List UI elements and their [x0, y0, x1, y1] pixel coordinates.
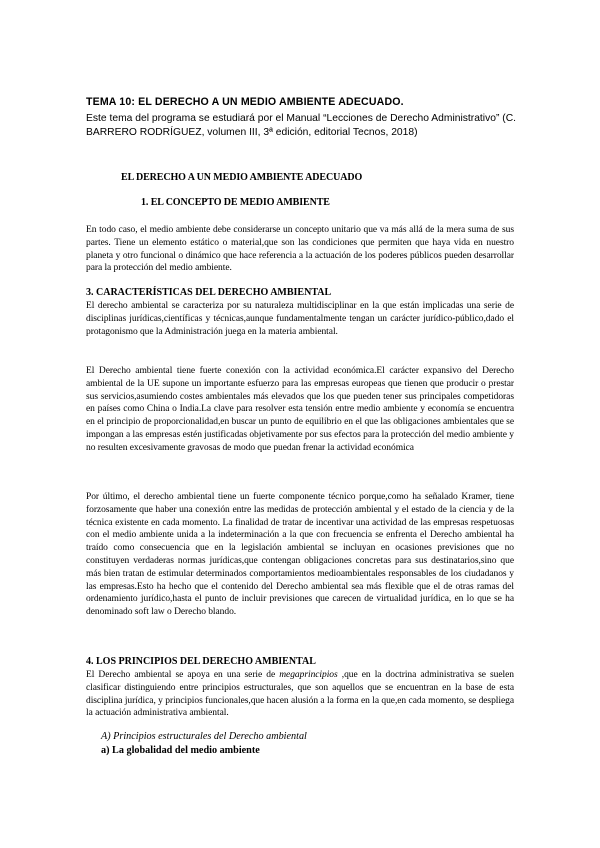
section-1-heading: 1. EL CONCEPTO DE MEDIO AMBIENTE: [141, 197, 330, 208]
paragraph-principios: [86, 669, 514, 720]
document-title: TEMA 10: EL DERECHO A UN MEDIO AMBIENTE ADECUADO.: [86, 96, 404, 108]
subheading-globalidad: a) La globalidad del medio ambiente: [101, 745, 260, 756]
intro-paragraph: Este tema del programa se estudiará por el Manual “Lecciones de Derecho Administrativo” (C. BARRERO RODRÍGUEZ, volumen III, 3ª edición, editorial Tecnos, 2018): [86, 113, 516, 138]
paragraph-caracteristicas-2: El Derecho ambiental tiene fuerte conexión con la actividad económica.El carácter expansivo del Derecho ambiental de la UE supone un importante esfuerzo para las empresas europeas que tienen que producir o prestar sus servicios,asumiendo costes ambientales más elevados que los que pueden tener sus principales competidoras en países como China o India.La clave para resolver esta tensión entre medio ambiente y economía se encuentra en el principio de proporcionalidad,en buscar un punto de equilibrio en el que las obligaciones ambientales que se impongan a las empresas estén justificadas objetivamente por sus efectos para la protección del medio ambiente y no resulten excesivamente gravosas de modo que puedan frenar la actividad económica: [86, 366, 514, 453]
paragraph-caracteristicas-1: El derecho ambiental se caracteriza por su naturaleza multidisciplinar en la que están implicadas una serie de disciplinas jurídicas,científicas y técnicas,aunque fundamentalmente tengan un carácter jurídico-público,dado el protagonismo que la Administración juega en la materia ambiental.: [86, 301, 514, 337]
section-4-heading: 4. LOS PRINCIPIOS DEL DERECHO AMBIENTAL: [86, 656, 316, 667]
principios-text-end: ,que en la doctrina administrativa se suelen clasificar distinguiendo entre principios estructurales, que son aquellos que se encuentran en la base de esta disciplina jurídica, y principios funcionales,que hacen alusión a la forma en la que,en cada momento, se despliega la actuación administrativa ambiental.: [86, 670, 514, 719]
paragraph-caracteristicas-3: Por último, el derecho ambiental tiene un fuerte componente técnico porque,como ha señalado Kramer, tiene forzosamente que haber una conexión entre las medidas de protección ambiental y el estado de la ciencia y de la técnica existente en cada momento. La finalidad de tratar de incentivar una actividad de las empresas respetuosas con el medio ambiente unida a la indeterminación a la que con frecuencia se enfrenta el Derecho ambiental ha traído como consecuencia que en la legislación ambiental se incluyan en ocasiones previsiones que no constituyen verdaderas normas jurídicas,que contengan obligaciones concretas para sus destinatarios,sino que más bien tratan de estimular determinados comportamientos medioambientales responsables de los ciudadanos y las empresas.Esto ha hecho que el contenido del Derecho ambiental sea más flexible que el de otras ramas del ordenamiento jurídico,hasta el punto de incluir previsiones que carecen de virtualidad jurídica, en lo que se ha denominado soft law o Derecho blando.: [86, 492, 514, 618]
paragraph-concepto: En todo caso, el medio ambiente debe considerarse un concepto unitario que va más allá de la mera suma de sus partes. Tiene un elemento estático o material,que son las condiciones que permiten que haya vida en nuestro planeta y otro funcional o dinámico que hace referencia a la actuación de los poderes públicos pueden desarrollar para la protección del medio ambiente.: [86, 225, 514, 274]
main-heading: EL DERECHO A UN MEDIO AMBIENTE ADECUADO: [121, 172, 363, 183]
principios-text-start: El Derecho ambiental se apoya en una serie de: [86, 670, 280, 680]
section-3-heading: 3. CARACTERÍSTICAS DEL DERECHO AMBIENTAL: [86, 287, 332, 298]
megaprincipios-term: megaprincipios: [279, 670, 338, 680]
subheading-principios-estructurales: A) Principios estructurales del Derecho ambiental: [101, 731, 307, 742]
